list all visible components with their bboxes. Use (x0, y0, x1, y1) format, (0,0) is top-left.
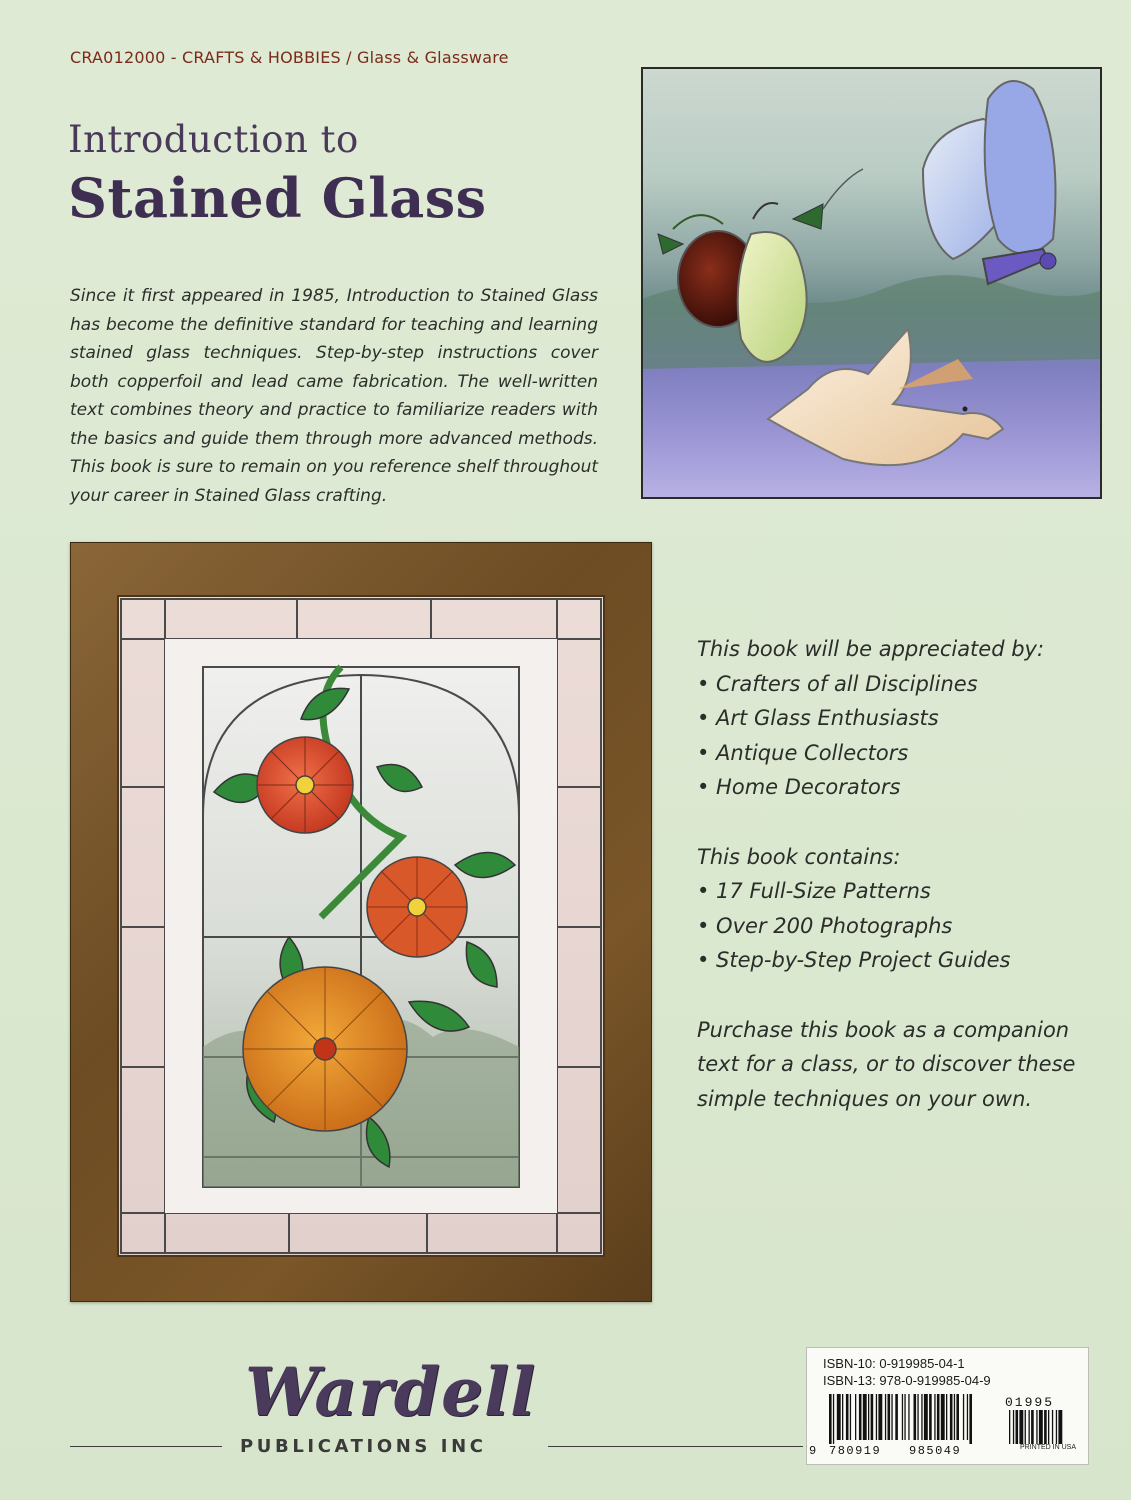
barcode-bar (954, 1394, 955, 1440)
audience-item: • Antique Collectors (697, 740, 909, 765)
barcode-bar (863, 1394, 867, 1440)
audience-item: • Art Glass Enthusiasts (697, 706, 939, 730)
contents-item: • Over 200 Photographs (697, 913, 953, 938)
barcode-bar (859, 1394, 862, 1440)
barcode-bar (850, 1394, 851, 1440)
barcode-bar (929, 1394, 932, 1440)
title-prefix: Introduction to (68, 118, 359, 161)
audience-item: • Home Decorators (697, 775, 901, 799)
stained-glass-panel (117, 595, 605, 1257)
barcode-addon-bar (1052, 1410, 1053, 1444)
barcode-bar (969, 1394, 972, 1444)
barcode-bar (837, 1394, 841, 1440)
suncatchers-photo (641, 67, 1102, 499)
barcode-addon-bar (1036, 1410, 1037, 1444)
logo-rule-left (70, 1446, 222, 1447)
book-title: Stained Glass (68, 166, 487, 230)
barcode-bar (963, 1394, 964, 1440)
barcode-bar (833, 1394, 834, 1444)
audience-item: • Crafters of all Disciplines (697, 671, 978, 696)
barcode-addon-bar (1058, 1410, 1062, 1444)
barcode-addon-bar (1031, 1410, 1034, 1444)
closing-text: Purchase this book as a companion text for a class, or to discover these simple techniques on your own. (697, 1017, 1076, 1111)
category-label: CRA012000 - CRAFTS & HOBBIES / Glass & Glassware (70, 48, 509, 67)
barcode-addon-bar (1009, 1410, 1010, 1444)
barcode-bar (888, 1394, 891, 1440)
barcode-bar (876, 1394, 877, 1440)
barcode-bar (842, 1394, 843, 1440)
contents-item: • Step-by-Step Project Guides (697, 948, 1011, 972)
barcode-addon-bar (1029, 1410, 1030, 1444)
contents-heading: This book contains: (697, 844, 901, 869)
barcode-bar (937, 1394, 940, 1440)
barcode-addon-bar (1025, 1410, 1026, 1444)
barcode-bar (904, 1394, 905, 1440)
barcode-bar (846, 1394, 849, 1440)
barcode-bar (967, 1394, 968, 1440)
barcode-bar (868, 1394, 869, 1440)
isbn-10: ISBN-10: 0-919985-04-1 (823, 1356, 965, 1371)
barcode-bar (891, 1394, 892, 1440)
printed-in-label: PRINTED IN USA (1019, 1444, 1076, 1451)
barcode-bar (924, 1394, 928, 1440)
barcode-bar (934, 1394, 935, 1440)
barcode-bar (829, 1394, 832, 1444)
barcode-digits-right: 985049 (909, 1444, 962, 1458)
spacer (697, 805, 1097, 840)
barcode-bar (946, 1394, 947, 1440)
publisher-logo: Wardell (245, 1353, 537, 1431)
barcode-bar (921, 1394, 922, 1440)
barcode-addon-bar (1013, 1410, 1014, 1444)
barcode-addon-bar (1048, 1410, 1049, 1444)
barcode-addon: 01995 (1005, 1395, 1055, 1410)
logo-rule-right (548, 1446, 803, 1447)
barcode-bar (895, 1394, 898, 1440)
contents-item: • 17 Full-Size Patterns (697, 879, 931, 903)
barcode-bar (855, 1394, 856, 1440)
isbn-13: ISBN-13: 978-0-919985-04-9 (823, 1373, 991, 1388)
barcode-addon-bar (1016, 1410, 1019, 1444)
publisher-name: PUBLICATIONS INC (240, 1436, 487, 1457)
barcode-addon-bar (1039, 1410, 1043, 1444)
barcode-lead-digit: 9 (809, 1444, 817, 1458)
barcode-bar (871, 1394, 874, 1440)
barcode-bar (908, 1394, 909, 1440)
barcode-bar (941, 1394, 945, 1440)
barcode-digits-left: 780919 (829, 1444, 882, 1458)
barcode-bar (885, 1394, 886, 1440)
framed-window-photo (70, 542, 652, 1302)
barcode-bar (956, 1394, 959, 1440)
barcode-bar (917, 1394, 918, 1440)
barcode-bar (878, 1394, 882, 1440)
isbn-barcode-box (806, 1347, 1089, 1465)
audience-heading: This book will be appreciated by: (697, 637, 1045, 661)
barcode-addon-bar (1019, 1410, 1023, 1444)
spacer (697, 978, 1097, 1013)
barcode-bar (950, 1394, 953, 1440)
description-blurb: Since it first appeared in 1985, Introduction to Stained Glass has become the definitive standard for teaching and learning stained glass techniques. Step-by-step instructions cover both copperfoil and lead came fabrication. The well-written text combines theory and practice to familiarize readers with the basics and guide them through more advanced methods. This book is sure to remain on you reference shelf throughout your career in Stained Glass crafting. (70, 286, 599, 506)
barcode-addon-bar (1056, 1410, 1057, 1444)
barcode-addon-bar (1044, 1410, 1047, 1444)
barcode-bar (902, 1394, 903, 1440)
barcode-bar (914, 1394, 917, 1440)
book-features (697, 632, 1097, 1116)
